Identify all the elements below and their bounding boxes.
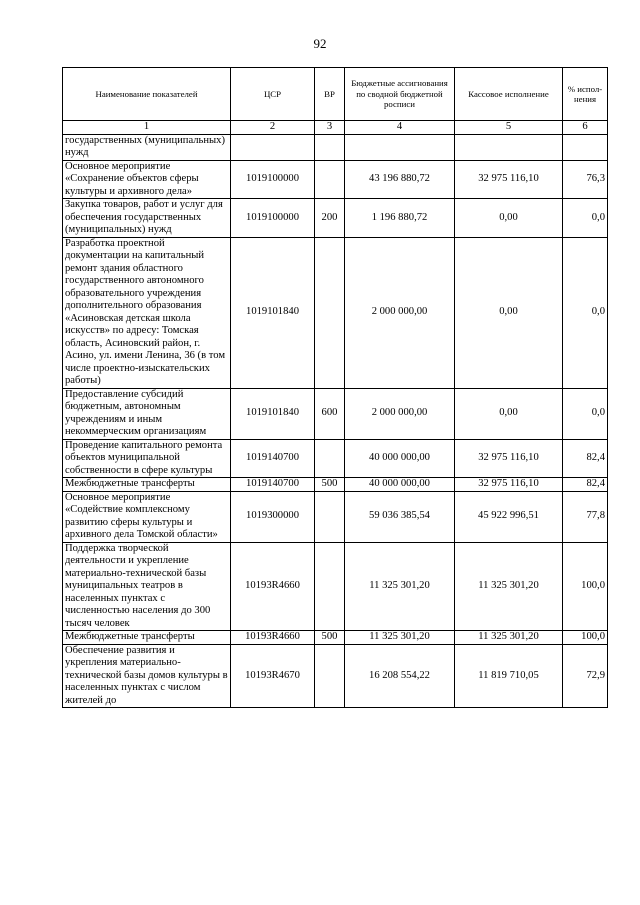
table-header-row xyxy=(63,68,608,121)
header-csr: ЦСР xyxy=(231,68,315,121)
table-row xyxy=(63,199,608,238)
cell-csr: 1019100000 xyxy=(231,160,315,199)
cell-csr: 10193R4660 xyxy=(231,631,315,645)
cell-percent: 0,0 xyxy=(563,388,608,439)
cell-cash: 11 325 301,20 xyxy=(455,542,563,631)
cell-csr: 10193R4660 xyxy=(231,542,315,631)
col-number: 2 xyxy=(231,121,315,135)
cell-vr xyxy=(315,160,345,199)
cell-name: Поддержка творческой деятельности и укрепление материально-технической базы муниципальных театров в населенных пунктах с численностью населения до 300 тысяч человек xyxy=(63,542,231,631)
budget-execution-table xyxy=(62,67,608,708)
cell-cash: 45 922 996,51 xyxy=(455,491,563,542)
col-number: 4 xyxy=(345,121,455,135)
cell-budget: 11 325 301,20 xyxy=(345,542,455,631)
cell-name: Межбюджетные трансферты xyxy=(63,478,231,492)
cell-percent: 72,9 xyxy=(563,644,608,708)
cell-name: государственных (муниципальных) нужд xyxy=(63,134,231,160)
cell-name: Закупка товаров, работ и услуг для обеспечения государственных (муниципальных) нужд xyxy=(63,199,231,238)
cell-percent: 0,0 xyxy=(563,237,608,388)
table-row xyxy=(63,237,608,388)
cell-name: Основное мероприятие «Сохранение объектов сферы культуры и архивного дела» xyxy=(63,160,231,199)
cell-cash: 0,00 xyxy=(455,237,563,388)
cell-csr: 1019100000 xyxy=(231,199,315,238)
cell-budget: 16 208 554,22 xyxy=(345,644,455,708)
col-number: 3 xyxy=(315,121,345,135)
cell-csr: 1019140700 xyxy=(231,478,315,492)
page-number: 92 xyxy=(313,36,327,51)
col-number: 1 xyxy=(63,121,231,135)
cell-cash xyxy=(455,134,563,160)
cell-percent: 77,8 xyxy=(563,491,608,542)
cell-cash: 11 325 301,20 xyxy=(455,631,563,645)
cell-name: Предоставление субсидий бюджетным, автономным учреждениям и иным некоммерческим организациям xyxy=(63,388,231,439)
cell-name: Разработка проектной документации на капитальный ремонт здания областного государственного автономного образовательного учреждения дополнительного образования «Асиновская детская школа искусств» по адресу: Томская область, Асиновский район, г. Асино, ул. имени Ленина, 36 (в том числе проектно-изыскательских работы) xyxy=(63,237,231,388)
cell-cash: 0,00 xyxy=(455,199,563,238)
cell-budget: 59 036 385,54 xyxy=(345,491,455,542)
cell-cash: 32 975 116,10 xyxy=(455,478,563,492)
cell-percent: 76,3 xyxy=(563,160,608,199)
cell-percent: 100,0 xyxy=(563,631,608,645)
table-row xyxy=(63,542,608,631)
header-percent: % испол-нения xyxy=(563,68,608,121)
header-budget: Бюджетные ассигнования по сводной бюджетной росписи xyxy=(345,68,455,121)
cell-percent xyxy=(563,134,608,160)
cell-vr xyxy=(315,491,345,542)
cell-vr xyxy=(315,134,345,160)
cell-vr xyxy=(315,542,345,631)
cell-budget: 11 325 301,20 xyxy=(345,631,455,645)
cell-percent: 0,0 xyxy=(563,199,608,238)
cell-percent: 82,4 xyxy=(563,478,608,492)
header-cash: Кассовое исполнение xyxy=(455,68,563,121)
cell-vr: 200 xyxy=(315,199,345,238)
table-row xyxy=(63,134,608,160)
cell-percent: 100,0 xyxy=(563,542,608,631)
cell-cash: 32 975 116,10 xyxy=(455,160,563,199)
cell-budget: 43 196 880,72 xyxy=(345,160,455,199)
cell-budget xyxy=(345,134,455,160)
cell-vr: 500 xyxy=(315,631,345,645)
cell-csr: 1019140700 xyxy=(231,439,315,478)
cell-csr: 1019300000 xyxy=(231,491,315,542)
cell-csr: 1019101840 xyxy=(231,388,315,439)
header-name: Наименование показателей xyxy=(63,68,231,121)
header-vr: ВР xyxy=(315,68,345,121)
cell-csr xyxy=(231,134,315,160)
column-number-row xyxy=(63,121,608,135)
cell-name: Основное мероприятие «Содействие комплексному развитию сферы культуры и архивного дела Томской области» xyxy=(63,491,231,542)
cell-name: Межбюджетные трансферты xyxy=(63,631,231,645)
cell-cash: 11 819 710,05 xyxy=(455,644,563,708)
cell-vr: 600 xyxy=(315,388,345,439)
cell-vr: 500 xyxy=(315,478,345,492)
cell-percent: 82,4 xyxy=(563,439,608,478)
cell-csr: 10193R4670 xyxy=(231,644,315,708)
cell-name: Проведение капитального ремонта объектов муниципальной собственности в сфере культуры xyxy=(63,439,231,478)
table-row xyxy=(63,631,608,645)
cell-budget: 1 196 880,72 xyxy=(345,199,455,238)
cell-vr xyxy=(315,439,345,478)
cell-cash: 32 975 116,10 xyxy=(455,439,563,478)
cell-budget: 2 000 000,00 xyxy=(345,388,455,439)
col-number: 5 xyxy=(455,121,563,135)
table-row xyxy=(63,491,608,542)
table-row xyxy=(63,478,608,492)
cell-budget: 40 000 000,00 xyxy=(345,439,455,478)
table-row xyxy=(63,160,608,199)
cell-budget: 40 000 000,00 xyxy=(345,478,455,492)
cell-cash: 0,00 xyxy=(455,388,563,439)
cell-vr xyxy=(315,644,345,708)
table-row xyxy=(63,388,608,439)
cell-csr: 1019101840 xyxy=(231,237,315,388)
cell-budget: 2 000 000,00 xyxy=(345,237,455,388)
cell-name: Обеспечение развития и укрепления материально-технической базы домов культуры в населенных пунктах с числом жителей до xyxy=(63,644,231,708)
table-row xyxy=(63,439,608,478)
col-number: 6 xyxy=(563,121,608,135)
table-row xyxy=(63,644,608,708)
cell-vr xyxy=(315,237,345,388)
